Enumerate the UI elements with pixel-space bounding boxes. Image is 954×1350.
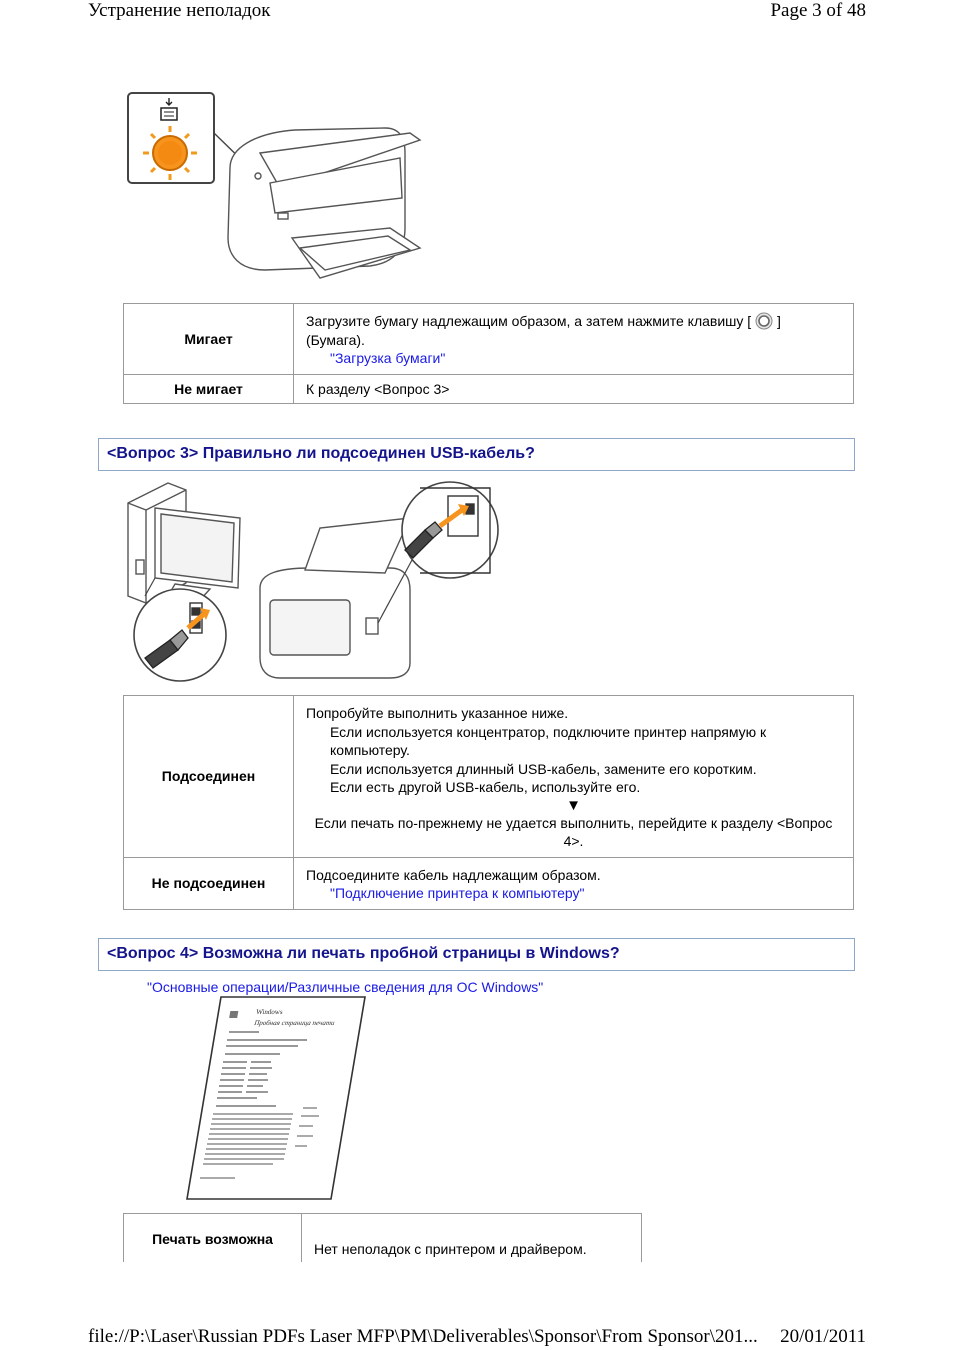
usb-connection-illustration <box>120 478 510 688</box>
status-blinking-label: Мигает <box>124 304 294 375</box>
status-not-connected-description <box>294 857 854 909</box>
question-3-title: <Вопрос 3> Правильно ли подсоединен USB-кабель? <box>107 445 535 462</box>
status-not-connected-label: Не подсоединен <box>124 857 294 909</box>
printer-paper-indicator-illustration <box>120 88 440 288</box>
test-page-heading: Пробная страница печати <box>253 1019 336 1027</box>
paper-indicator-table <box>123 303 854 404</box>
windows-operations-link[interactable]: "Основные операции/Различные сведения для ОС Windows" <box>147 979 544 995</box>
bracket-close: ] <box>776 313 781 329</box>
question-4-title: <Вопрос 4> Возможна ли печать пробной страницы в Windows? <box>107 945 620 962</box>
connect-cable-text: Подсоедините кабель надлежащим образом. <box>306 866 601 883</box>
long-cable-item: Если используется длинный USB-кабель, замените его коротким. <box>330 760 757 777</box>
test-print-table <box>123 1213 642 1266</box>
load-paper-link[interactable]: "Загрузка бумаги" <box>330 350 446 366</box>
status-connected-label: Подсоединен <box>124 696 294 858</box>
footer-file-path: file://P:\Laser\Russian PDFs Laser MFP\PM\Deliverables\Sponsor\From Sponsor\201... <box>88 1326 758 1347</box>
test-page-illustration <box>183 995 368 1203</box>
footer-date: 20/01/2011 <box>780 1326 866 1347</box>
go-to-question-3-text: К разделу <Вопрос 3> <box>294 374 854 404</box>
load-paper-instruction: Загрузите бумагу надлежащим образом, а затем нажмите клавишу [ <box>306 313 752 329</box>
printer-rear-icon <box>260 518 410 678</box>
printer-icon <box>228 128 420 278</box>
status-connected-description <box>294 696 854 858</box>
status-printing-possible-label: Печать возможна <box>124 1214 302 1266</box>
test-page-brand: Windows <box>255 1008 284 1016</box>
paper-key-name: (Бумага). <box>306 331 365 348</box>
status-blinking-description <box>294 304 854 375</box>
other-cable-item: Если есть другой USB-кабель, используйте его. <box>330 779 641 795</box>
windows-logo-icon <box>229 1011 238 1018</box>
go-to-question-4-text: Если печать по-прежнему не удается выполнить, перейдите к разделу <Вопрос 4>. <box>314 814 833 849</box>
status-not-blinking-label: Не мигает <box>124 374 294 404</box>
no-problems-text: Нет неполадок с принтером и драйвером. <box>302 1214 642 1266</box>
hub-item: Если используется концентратор, подключите принтер напрямую к компьютеру. <box>330 723 767 758</box>
question-4-heading <box>98 938 855 971</box>
computer-icon <box>128 483 240 603</box>
header-title: Устранение неполадок <box>88 0 271 21</box>
header-page-number: Page 3 of 48 <box>770 0 866 21</box>
paper-button-icon <box>755 312 773 330</box>
usb-cable-table <box>123 695 854 910</box>
question-3-heading <box>98 438 855 471</box>
down-arrow-icon: ▼ <box>566 796 581 814</box>
connect-printer-link[interactable]: "Подключение принтера к компьютеру" <box>330 885 585 901</box>
try-following-text: Попробуйте выполнить указанное ниже. <box>306 705 569 721</box>
